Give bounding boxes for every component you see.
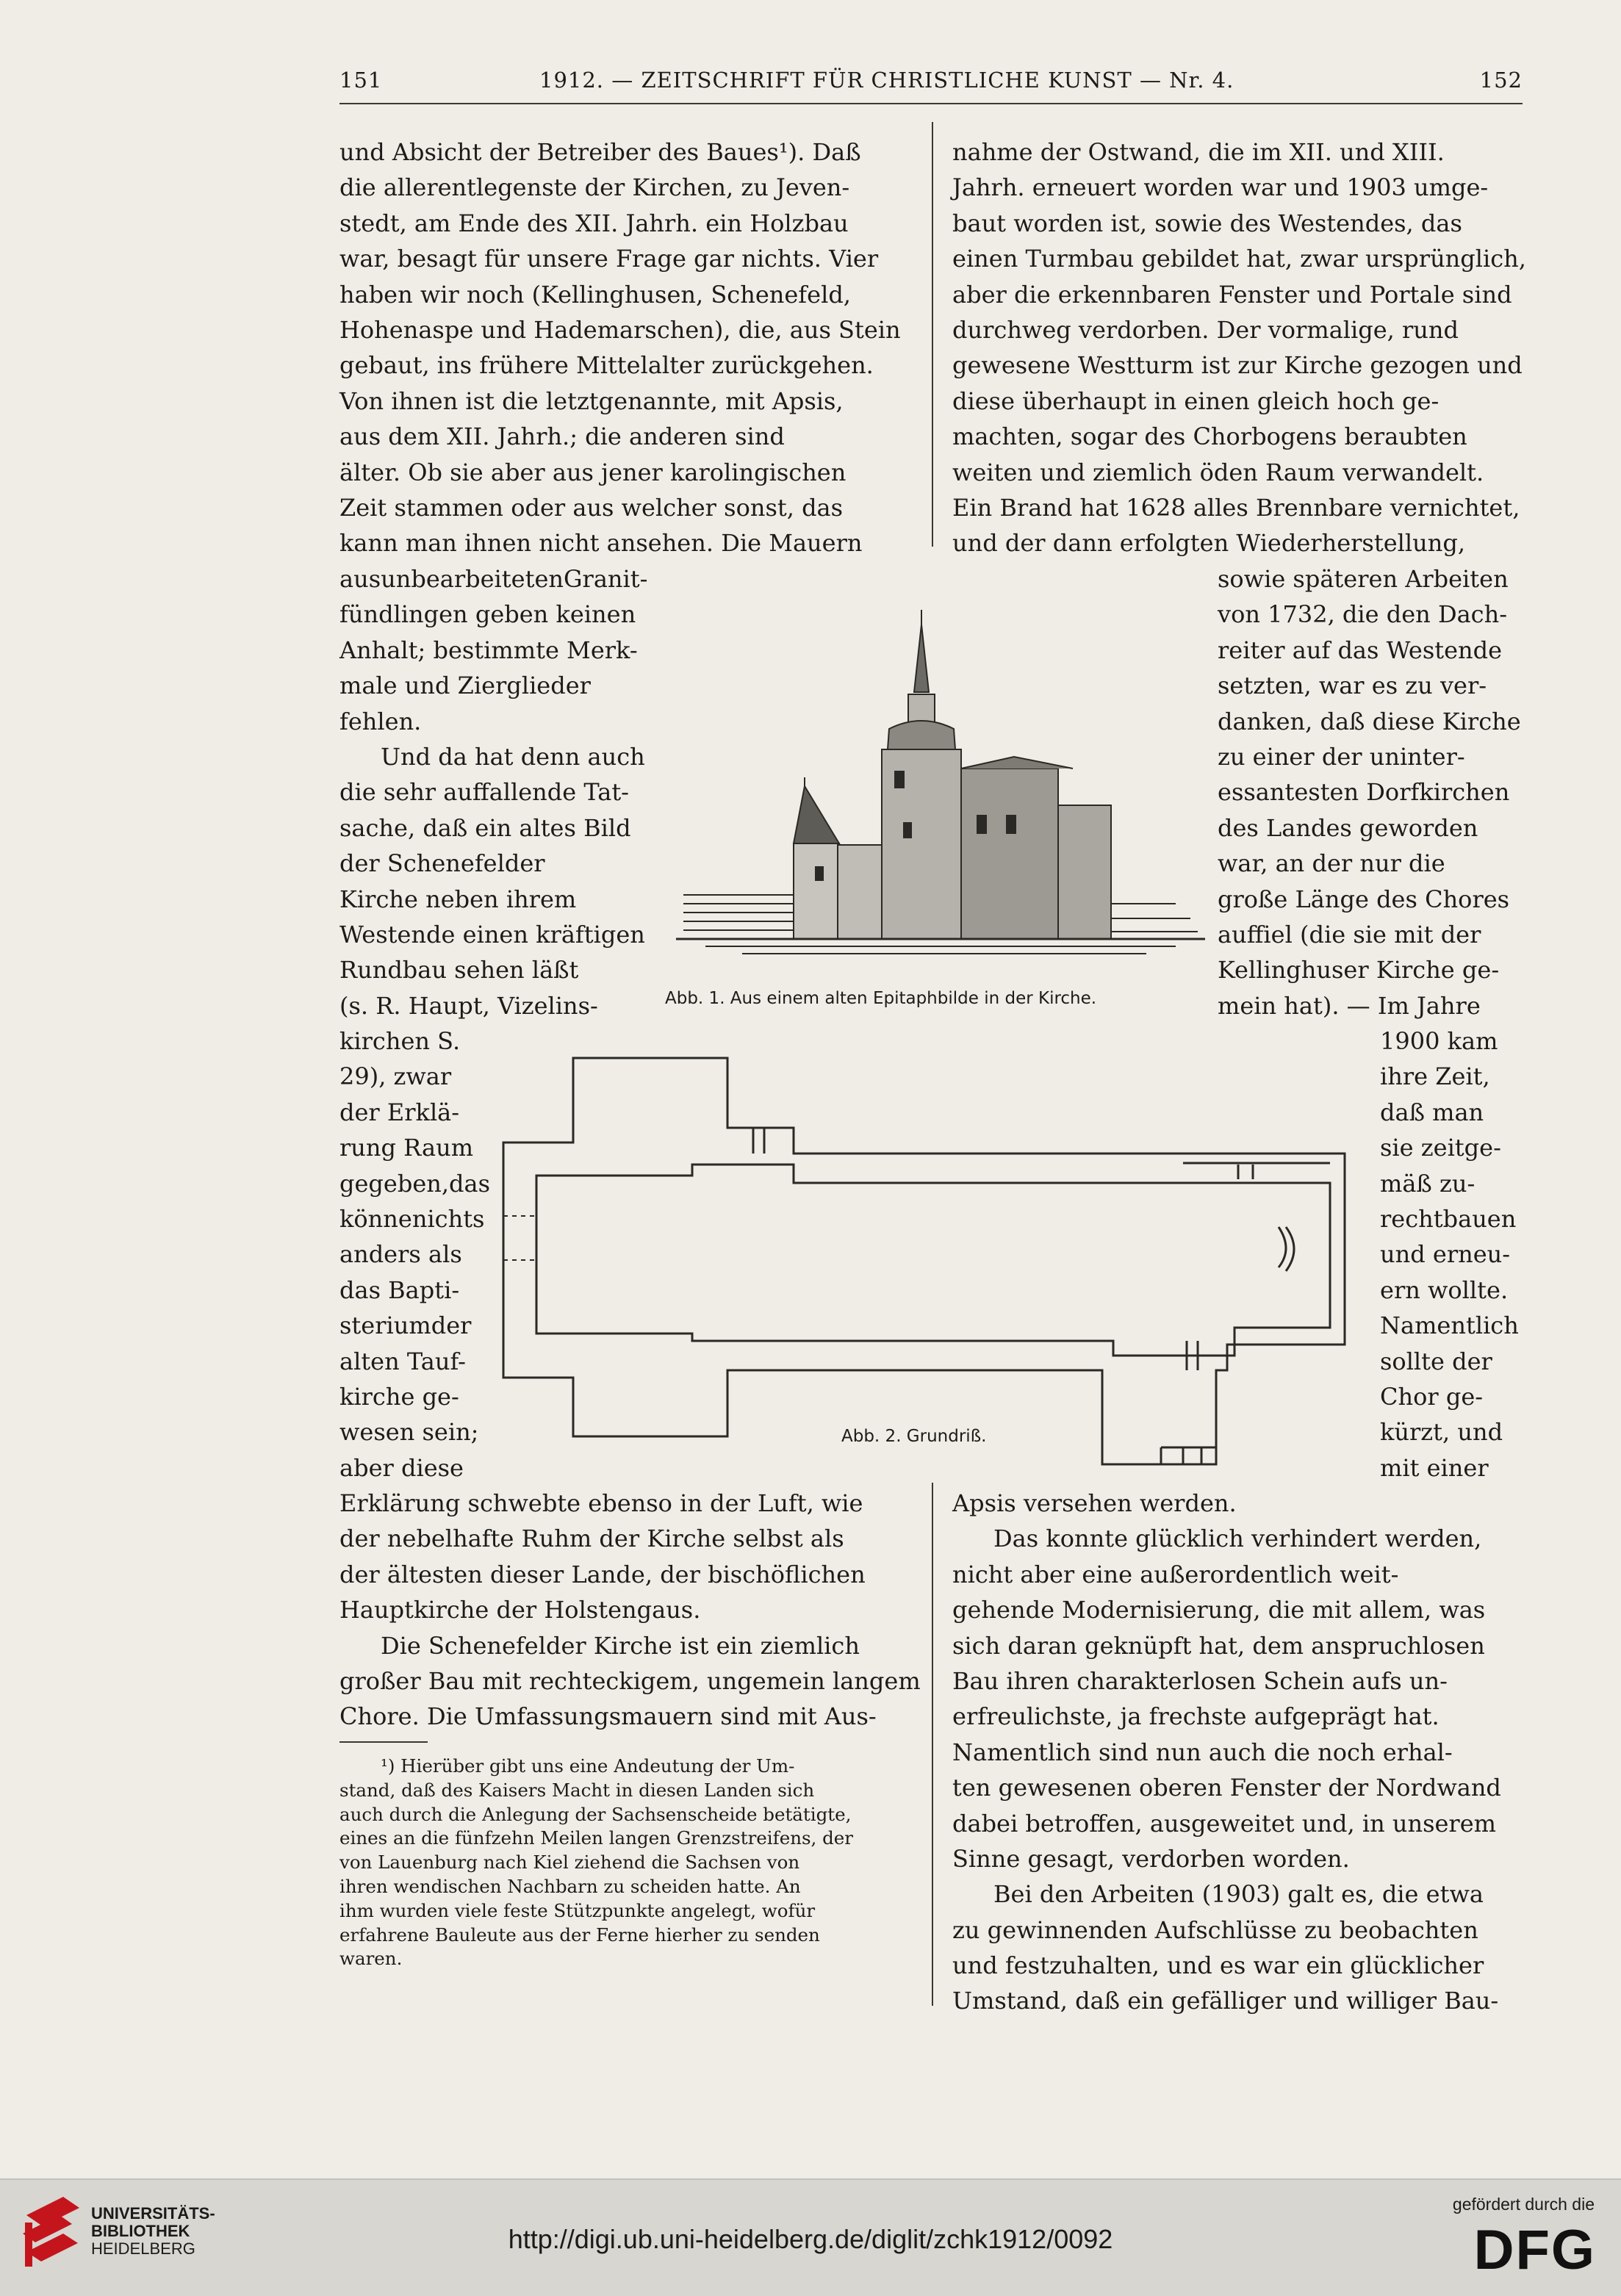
text-line: gewesene Westturm ist zur Kirche gezogen und	[952, 351, 1523, 380]
left-column-bottom	[339, 1486, 921, 1735]
text-line: der Schenefelder	[339, 849, 545, 878]
text-line: gehende Modernisierung, die mit allem, was	[952, 1596, 1486, 1624]
text-line: rung Raum	[339, 1134, 474, 1162]
text-line: auffiel (die sie mit der	[1218, 920, 1481, 949]
text-line: Bau ihren charakterlosen Schein aufs un-	[952, 1666, 1448, 1695]
text-line: großer Bau mit rechteckigem, ungemein langem	[339, 1666, 921, 1695]
dfg-logo[interactable]: DFG	[1473, 2219, 1596, 2281]
text-line: ihre Zeit,	[1380, 1062, 1490, 1091]
column-rule	[932, 122, 933, 547]
text-line: ¹) Hierüber gibt uns eine Andeutung der Um-	[381, 1755, 795, 1777]
text-line: Das konnte glücklich verhindert werden,	[993, 1525, 1482, 1553]
text-line: daß man	[1380, 1098, 1484, 1126]
text-line: die allerentlegenste der Kirchen, zu Jeven-	[339, 173, 850, 202]
text-line: Chor ge-	[1380, 1382, 1484, 1411]
text-line: Von ihnen ist die letztgenannte, mit Apsis,	[339, 386, 844, 415]
text-line: aus dem XII. Jahrh.; die anderen sind	[339, 422, 785, 451]
text-line: mäß zu-	[1380, 1169, 1476, 1198]
text-line: essantesten Dorfkirchen	[1218, 778, 1510, 807]
text-line: machten, sogar des Chorbogens beraubten	[952, 422, 1467, 451]
text-line: fündlingen geben keinen	[339, 600, 636, 629]
text-line: wesen sein;	[339, 1418, 479, 1447]
text-line: gegeben,das	[339, 1169, 491, 1198]
text-line: der Erklä-	[339, 1098, 460, 1126]
text-line: ern wollte.	[1380, 1275, 1509, 1304]
right-column-narrower	[1380, 1023, 1523, 1486]
journal-title: 1912. — ZEITSCHRIFT FÜR CHRISTLICHE KUNST — Nr. 4.	[539, 68, 1234, 93]
text-line: reiter auf das Westende	[1218, 636, 1503, 664]
library-line: UNIVERSITÄTS-	[91, 2204, 215, 2223]
text-line: Und da hat denn auch	[381, 742, 645, 771]
text-line: Kellinghuser Kirche ge-	[1218, 956, 1500, 985]
text-line: steriumder	[339, 1311, 472, 1340]
right-column-top	[952, 134, 1526, 561]
text-line: ihm wurden viele feste Stützpunkte angelegt, wofür	[339, 1899, 816, 1921]
text-line: Zeit stammen oder aus welcher sonst, das	[339, 493, 844, 522]
text-line: sowie späteren Arbeiten	[1218, 565, 1509, 593]
text-line: erfreulichste, ja frechste aufgeprägt hat.	[952, 1702, 1440, 1731]
text-line: aber diese	[339, 1453, 464, 1482]
text-line: anders als	[339, 1240, 462, 1269]
text-line: waren.	[339, 1948, 403, 1970]
text-line: Erklärung schwebte ebenso in der Luft, wie	[339, 1489, 863, 1517]
left-column-narrow	[339, 561, 652, 1023]
text-line: war, besagt für unsere Frage gar nichts. Vier	[339, 245, 879, 273]
text-line: auch durch die Anlegung der Sachsenscheide betätigte,	[339, 1803, 852, 1825]
header-rule	[339, 103, 1523, 104]
right-column-narrow	[1218, 561, 1523, 1023]
text-line: weiten und ziemlich öden Raum verwandelt.	[952, 458, 1484, 486]
text-line: baut worden ist, sowie des Westendes, das	[952, 209, 1462, 237]
text-line: Namentlich sind nun auch die noch erhal-	[952, 1738, 1453, 1766]
text-line: Sinne gesagt, verdorben worden.	[952, 1844, 1350, 1873]
text-line: mit einer	[1380, 1453, 1489, 1482]
text-line: fehlen.	[339, 707, 422, 735]
text-line: Anhalt; bestimmte Merk-	[339, 636, 638, 664]
text-line: alten Tauf-	[339, 1347, 466, 1375]
text-line: zu gewinnenden Aufschlüsse zu beobachten	[952, 1915, 1478, 1944]
text-line: nahme der Ostwand, die im XII. und XIII.	[952, 138, 1445, 166]
viewer-footer	[0, 2178, 1621, 2296]
page-number-left: 151	[339, 68, 383, 93]
text-line: sache, daß ein altes Bild	[339, 813, 631, 842]
church-epitaph-drawing	[661, 602, 1205, 962]
text-line: und Absicht der Betreiber des Baues¹). Daß	[339, 138, 861, 166]
text-line: rechtbauen	[1380, 1204, 1517, 1233]
text-line: kann man ihnen nicht ansehen. Die Mauern	[339, 529, 863, 558]
text-line: und erneu-	[1380, 1240, 1511, 1269]
text-line: Umstand, daß ein gefälliger und williger Bau-	[952, 1987, 1499, 2015]
text-line: von Lauenburg nach Kiel ziehend die Sachsen von	[339, 1851, 800, 1874]
text-line: Die Schenefelder Kirche ist ein ziemlich	[381, 1631, 860, 1660]
text-line: und der dann erfolgten Wiederherstellung,	[952, 529, 1465, 558]
left-column-top	[339, 134, 913, 561]
right-column-bottom	[952, 1486, 1523, 2019]
text-line: Rundbau sehen läßt	[339, 956, 579, 985]
left-column-narrower	[339, 1023, 491, 1486]
text-line: male und Zierglieder	[339, 672, 591, 700]
text-line: Ein Brand hat 1628 alles Brennbare vernichtet,	[952, 493, 1520, 522]
text-line: gebaut, ins frühere Mittelalter zurückgehen.	[339, 351, 874, 380]
figure-2-caption: Abb. 2. Grundriß.	[841, 1427, 987, 1446]
text-line: ten gewesenen oberen Fenster der Nordwand	[952, 1774, 1501, 1802]
text-line: der nebelhafte Ruhm der Kirche selbst als	[339, 1525, 844, 1553]
text-line: und festzuhalten, und es war ein glücklicher	[952, 1951, 1484, 1980]
text-line: kirchen S.	[339, 1027, 461, 1055]
page-number-right: 152	[1479, 68, 1523, 93]
text-line: (s. R. Haupt, Vizelins-	[339, 991, 598, 1020]
text-line: kirche ge-	[339, 1382, 459, 1411]
column-rule	[932, 1483, 933, 2006]
text-line: zu einer der uninter-	[1218, 742, 1465, 771]
text-line: der ältesten dieser Lande, der bischöflichen	[339, 1560, 866, 1588]
text-line: Westende einen kräftigen	[339, 920, 645, 949]
funder-label: gefördert durch die	[1452, 2195, 1595, 2214]
text-line: danken, daß diese Kirche	[1218, 707, 1521, 735]
text-line: könnenichts	[339, 1204, 485, 1233]
text-line: 1900 kam	[1380, 1027, 1498, 1055]
library-line: BIBLIOTHEK	[91, 2222, 190, 2240]
text-line: nicht aber eine außerordentlich weit-	[952, 1560, 1399, 1588]
footnote	[339, 1755, 913, 1971]
text-line: einen Turmbau gebildet hat, zwar ursprünglich,	[952, 245, 1526, 273]
text-line: stedt, am Ende des XII. Jahrh. ein Holzbau	[339, 209, 849, 237]
text-line: aber die erkennbaren Fenster und Portale sind	[952, 280, 1512, 309]
text-line: setzten, war es zu ver-	[1218, 672, 1487, 700]
library-line: HEIDELBERG	[91, 2239, 195, 2258]
text-line: von 1732, die den Dach-	[1218, 600, 1508, 629]
text-line: stand, daß des Kaisers Macht in diesen Landen sich	[339, 1779, 815, 1801]
text-line: sich daran geknüpft hat, dem anspruchlosen	[952, 1631, 1485, 1660]
text-line: eines an die fünfzehn Meilen langen Grenzstreifens, der	[339, 1827, 854, 1849]
text-line: älter. Ob sie aber aus jener karolingischen	[339, 458, 847, 486]
figure-1-caption: Abb. 1. Aus einem alten Epitaphbilde in der Kirche.	[665, 989, 1097, 1008]
text-line: mein hat). — Im Jahre	[1218, 991, 1481, 1020]
text-line: das Bapti-	[339, 1275, 460, 1304]
text-line: durchweg verdorben. Der vormalige, rund	[952, 315, 1459, 344]
text-line: diese überhaupt in einen gleich hoch ge-	[952, 386, 1440, 415]
text-line: dabei betroffen, ausgeweitet und, in unserem	[952, 1809, 1496, 1838]
text-line: 29), zwar	[339, 1062, 452, 1091]
text-line: die sehr auffallende Tat-	[339, 778, 629, 807]
text-line: Namentlich	[1380, 1311, 1519, 1340]
text-line: ausunbearbeitetenGranit-	[339, 565, 648, 593]
text-line: ihren wendischen Nachbarn zu scheiden hatte. An	[339, 1875, 801, 1897]
text-line: war, an der nur die	[1218, 849, 1445, 878]
text-line: Bei den Arbeiten (1903) galt es, die etwa	[993, 1880, 1484, 1909]
footnote-rule	[339, 1741, 428, 1743]
text-line: Hauptkirche der Holstengaus.	[339, 1596, 701, 1624]
running-header	[339, 68, 1523, 98]
text-line: erfahrene Bauleute aus der Ferne hierher zu senden	[339, 1923, 820, 1946]
church-floor-plan	[500, 1047, 1359, 1473]
text-line: sollte der	[1380, 1347, 1492, 1375]
text-line: sie zeitge-	[1380, 1134, 1501, 1162]
text-line: kürzt, und	[1380, 1418, 1503, 1447]
text-line: Jahrh. erneuert worden war und 1903 umge-	[952, 173, 1489, 202]
text-line: Chore. Die Umfassungsmauern sind mit Aus-	[339, 1702, 877, 1731]
text-line: große Länge des Chores	[1218, 885, 1510, 913]
text-line: Hohenaspe und Hademarschen), die, aus Stein	[339, 315, 901, 344]
text-line: Kirche neben ihrem	[339, 885, 577, 913]
text-line: haben wir noch (Kellinghusen, Schenefeld,	[339, 280, 851, 309]
text-line: des Landes geworden	[1218, 813, 1478, 842]
permalink-url[interactable]: http://digi.ub.uni-heidelberg.de/diglit/zchk1912/0092	[508, 2224, 1113, 2254]
text-line: Apsis versehen werden.	[952, 1489, 1237, 1517]
